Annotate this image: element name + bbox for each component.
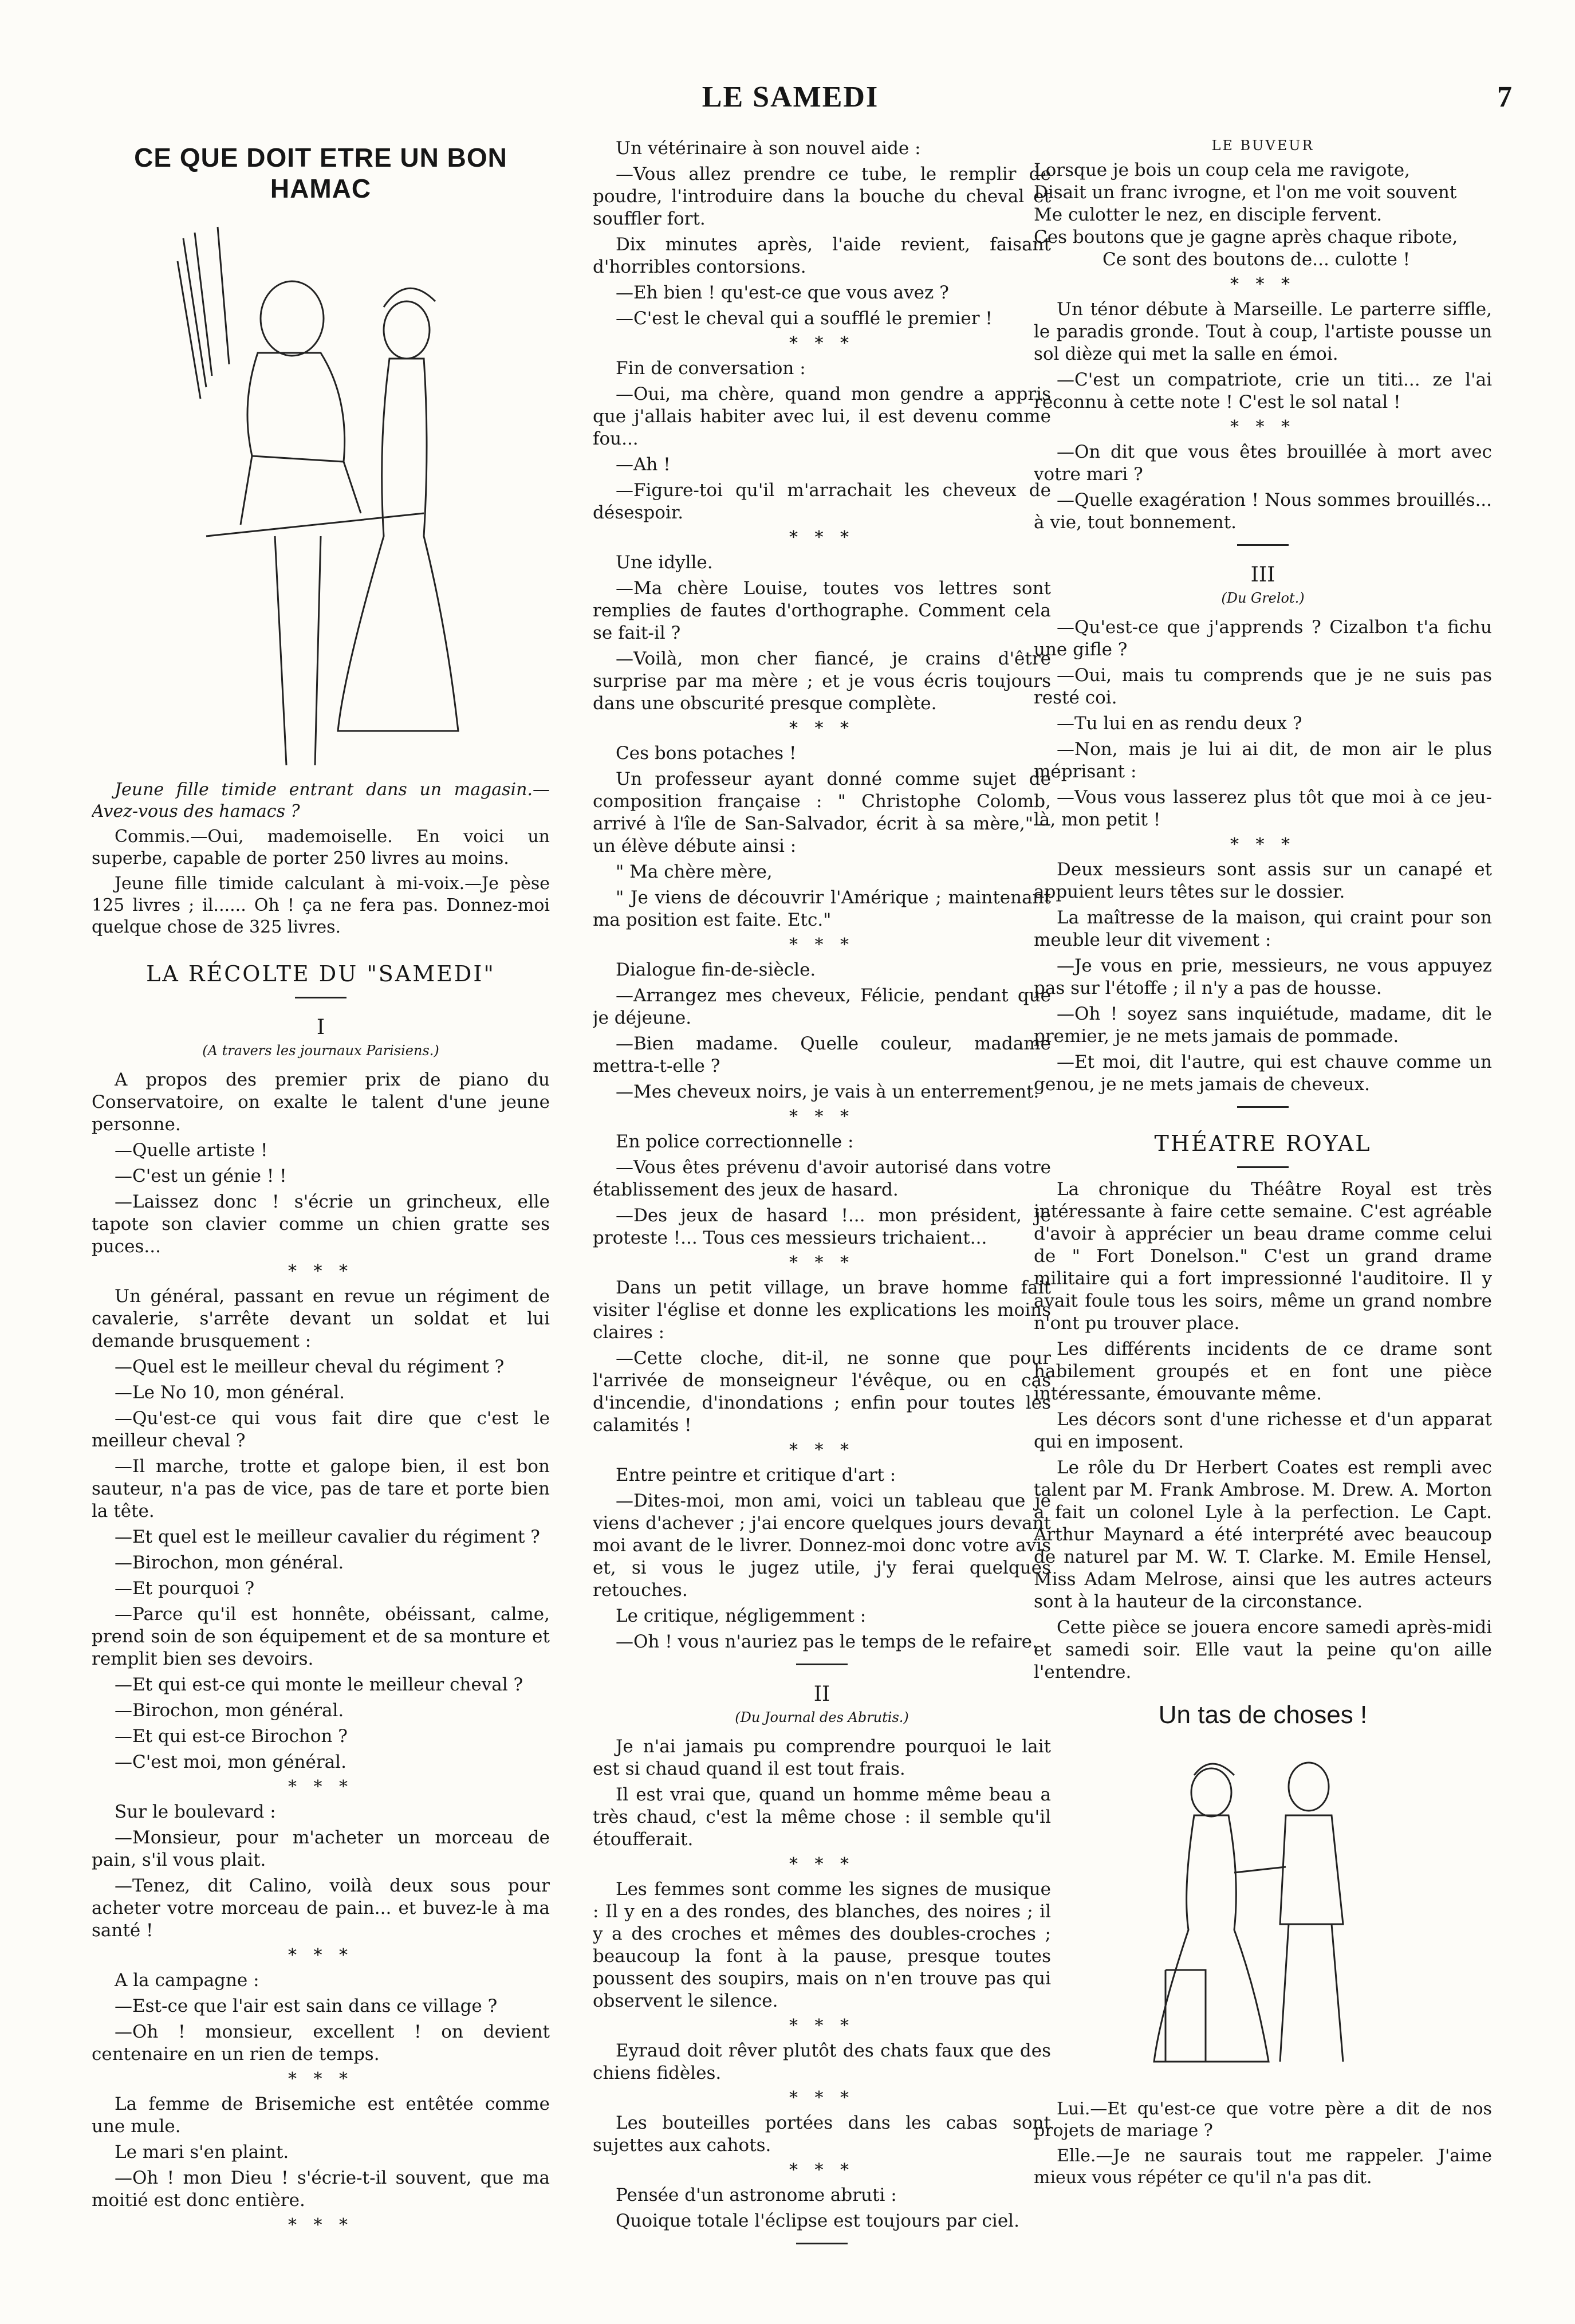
paragraph: —Dites-moi, mon ami, voici un tableau que je viens d'achever ; j'ai encore quelques jours devant moi avant de le livrer. Donnez-moi donc votre avis et, si vous le jugez utile, j'y ferai quelques retouches. — [593, 1491, 1051, 1601]
paragraph: —Cette cloche, dit-il, ne sonne que pour l'arrivée de monseigneur l'évêque, ou en cas d'incendie, d'inondations ; enfin pour toutes les calamités ! — [593, 1348, 1051, 1436]
separator: * * * — [789, 935, 855, 955]
poem-line: Me culotter le nez, en disciple fervent. — [1034, 205, 1383, 225]
paragraph: Dialogue fin-de-siècle. — [616, 960, 816, 980]
paragraph: —C'est un génie ! ! — [115, 1166, 287, 1186]
recolte-title: LA RÉCOLTE DU "SAMEDI" — [146, 961, 495, 986]
paragraph: —Oh ! soyez sans inquiétude, madame, dit le premier, je ne mets jamais de pommade. — [1034, 1004, 1492, 1047]
paragraph: —Birochon, mon général. — [115, 1700, 344, 1721]
paragraph: Eyraud doit rêver plutôt des chats faux que des chiens fidèles. — [593, 2040, 1051, 2083]
hamac-title: CE QUE DOIT ETRE UN BON HAMAC — [134, 143, 507, 203]
paragraph: —Voilà, mon cher fiancé, je crains d'être surprise par ma mère ; et je vous écris toujours dans une obscurité presque complète. — [593, 648, 1051, 714]
paragraph: Les bouteilles portées dans les cabas sont sujettes aux cahots. — [593, 2113, 1051, 2156]
paragraph: Quoique totale l'éclipse est toujours par ciel. — [616, 2211, 1019, 2231]
paragraph: —Est-ce que l'air est sain dans ce village ? — [115, 1996, 498, 2016]
hamac-illustration — [172, 215, 470, 765]
paragraph: —C'est un compatriote, crie un titi... ze l'ai reconnu à cette note ! C'est le sol natal ! — [1034, 369, 1492, 412]
separator: * * * — [1230, 274, 1296, 294]
caption-line: Elle.—Je ne saurais tout me rappeler. J'aime mieux vous répéter ce qu'il n'a pas dit. — [1034, 2146, 1492, 2188]
section-source: (A travers les journaux Parisiens.) — [202, 1043, 439, 1059]
paragraph: " Ma chère mère, — [616, 862, 773, 882]
caption-line: Jeune fille timide calculant à mi-voix.—Je pèse 125 livres ; il...... Oh ! ça ne fera pas. Donnez-moi quelque chose de 325 livres. — [92, 874, 550, 937]
paragraph: —Et moi, dit l'autre, qui est chauve comme un genou, je ne mets jamais de cheveux. — [1034, 1052, 1492, 1095]
paragraph: —Quelle exagération ! Nous sommes brouillés... à vie, tout bonnement. — [1034, 490, 1492, 533]
poem-line: Lorsque je bois un coup cela me ravigote, — [1034, 160, 1410, 180]
paragraph: —Vous vous lasserez plus tôt que moi à ce jeu-là, mon petit ! — [1034, 787, 1492, 830]
paragraph: —Et pourquoi ? — [115, 1578, 255, 1599]
separator: * * * — [789, 2088, 855, 2108]
separator: * * * — [789, 1854, 855, 1874]
paragraph: —C'est le cheval qui a soufflé le premier ! — [616, 308, 993, 329]
paragraph: —Laissez donc ! s'écrie un grincheux, elle tapote son clavier comme un chien gratte ses puces... — [92, 1192, 550, 1257]
paragraph: —Ma chère Louise, toutes vos lettres sont remplies de fautes d'orthographe. Comment cela se fait-il ? — [593, 578, 1051, 643]
separator: * * * — [789, 1107, 855, 1127]
paragraph: Entre peintre et critique d'art : — [616, 1465, 896, 1485]
paragraph: Les différents incidents de ce drame sont habilement groupés et en font une pièce intéressante, émouvante même. — [1034, 1339, 1492, 1404]
paragraph: Les décors sont d'une richesse et d'un apparat qui en imposent. — [1034, 1409, 1492, 1452]
column-2 — [593, 137, 1051, 2303]
caption-line: Commis.—Oui, mademoiselle. En voici un superbe, capable de porter 250 livres au moins. — [92, 827, 550, 868]
paragraph: —Arrangez mes cheveux, Félicie, pendant que je déjeune. — [593, 985, 1051, 1028]
paragraph: —Vous allez prendre ce tube, le remplir de poudre, l'introduire dans la bouche du cheval et souffler fort. — [593, 164, 1051, 229]
paragraph: Les femmes sont comme les signes de musique : Il y en a des rondes, des blanches, des noires ; il y a des croches et mêmes des doubles-croches ; beaucoup la font à la pause, presque toutes poussent des soupirs, mais on n'en trouve pas qui observent le silence. — [593, 1879, 1051, 2011]
paragraph: —Parce qu'il est honnête, obéissant, calme, prend soin de son équipement et de sa monture et remplit bien ses devoirs. — [92, 1604, 550, 1669]
tas-caption — [1034, 2098, 1492, 2189]
separator: * * * — [288, 1777, 354, 1797]
paragraph: —C'est moi, mon général. — [115, 1752, 346, 1772]
paragraph: Un professeur ayant donné comme sujet de composition française : " Christophe Colomb, arrivé à l'île de San-Salvador, écrit à sa mère,"— un élève débute ainsi : — [593, 769, 1051, 856]
separator: * * * — [288, 2069, 354, 2089]
separator: * * * — [789, 333, 855, 353]
paragraph: Un ténor débute à Marseille. Le parterre siffle, le paradis gronde. Tout à coup, l'artiste pousse un sol dièze qui met la salle en émoi. — [1034, 299, 1492, 364]
paragraph: —Je vous en prie, messieurs, ne vous appuyez pas sur l'étoffe ; il n'y a pas de housse. — [1034, 955, 1492, 998]
paragraph: —Bien madame. Quelle couleur, madame mettra-t-elle ? — [593, 1033, 1051, 1076]
separator: * * * — [789, 718, 855, 738]
paragraph: —Non, mais je lui ai dit, de mon air le plus méprisant : — [1034, 739, 1492, 782]
separator: * * * — [789, 2160, 855, 2180]
separator: * * * — [789, 528, 855, 548]
paragraph: —Le No 10, mon général. — [115, 1382, 345, 1403]
section-source: (Du Grelot.) — [1221, 590, 1305, 606]
separator: * * * — [1230, 417, 1296, 437]
paragraph: —Des jeux de hasard !... mon président, je proteste !... Tous ces messieurs trichaient... — [593, 1205, 1051, 1248]
paragraph: A propos des premier prix de piano du Conservatoire, on exalte le talent d'une jeune personne. — [92, 1069, 550, 1135]
paragraph: —On dit que vous êtes brouillée à mort avec votre mari ? — [1034, 442, 1492, 485]
paragraph: Un général, passant en revue un régiment de cavalerie, s'arrête devant un soldat et lui demande brusquement : — [92, 1286, 550, 1351]
paragraph: —Ah ! — [616, 454, 671, 475]
paragraph: La maîtresse de la maison, qui craint pour son meuble leur dit vivement : — [1034, 907, 1492, 950]
paragraph: —Monsieur, pour m'acheter un morceau de pain, s'il vous plait. — [92, 1827, 550, 1870]
paragraph: A la campagne : — [115, 1970, 259, 1991]
paragraph: Une idylle. — [616, 552, 713, 573]
newspaper-title: LE SAMEDI — [702, 81, 879, 113]
paragraph: —Birochon, mon général. — [115, 1552, 344, 1573]
tas-de-choses-title: Un tas de choses ! — [1158, 1701, 1368, 1729]
separator: * * * — [288, 2215, 354, 2235]
rule — [1237, 1106, 1289, 1108]
separator: * * * — [1230, 835, 1296, 855]
theatre-title: THÉATRE ROYAL — [1154, 1131, 1372, 1156]
paragraph: Il est vrai que, quand un homme même beau a très chaud, c'est la même chose : il semble qu'il étoufferait. — [593, 1784, 1051, 1850]
paragraph: —Il marche, trotte et galope bien, il est bon sauteur, n'a pas de vice, pas de tare et porte bien la tête. — [92, 1456, 550, 1521]
buveur-poem — [1034, 159, 1492, 271]
paragraph: Deux messieurs sont assis sur un canapé et appuient leurs têtes sur le dossier. — [1034, 859, 1492, 902]
poem-line: Disait un franc ivrogne, et l'on me voit souvent — [1034, 182, 1457, 203]
paragraph: —Quelle artiste ! — [115, 1140, 268, 1161]
column-3 — [1034, 137, 1492, 2303]
paragraph: Fin de conversation : — [616, 358, 806, 379]
paragraph: Cette pièce se jouera encore samedi après-midi et samedi soir. Elle vaut la peine qu'on aille l'entendre. — [1034, 1617, 1492, 1682]
paragraph: —Oui, ma chère, quand mon gendre a appris que j'allais habiter avec lui, il est devenu comme fou... — [593, 384, 1051, 449]
page-number: 7 — [1497, 81, 1512, 113]
rule — [796, 2243, 848, 2244]
paragraph: La chronique du Théâtre Royal est très intéressante à faire cette semaine. C'est agréable d'avoir à apprécier un beau drame comme celui de " Fort Donelson." C'est un grand drame militaire qui a fort impressionné l'auditoire. Il y avait foule tous les soirs, même un grand nombre n'ont pu trouver place. — [1034, 1179, 1492, 1334]
paragraph: Dix minutes après, l'aide revient, faisant d'horribles contorsions. — [593, 234, 1051, 277]
paragraph: Le mari s'en plaint. — [115, 2142, 289, 2162]
paragraph: —Mes cheveux noirs, je vais à un enterrement. — [616, 1082, 1040, 1102]
paragraph: —Figure-toi qu'il m'arrachait les cheveux de désespoir. — [593, 480, 1051, 523]
paragraph: Dans un petit village, un brave homme fait visiter l'église et donne les explications les moins claires : — [593, 1277, 1051, 1343]
paragraph: —Quel est le meilleur cheval du régiment ? — [115, 1356, 505, 1377]
paragraph: " Je viens de découvrir l'Amérique ; maintenant ma position est faite. Etc." — [593, 887, 1051, 930]
rule — [1237, 1166, 1289, 1168]
paragraph: En police correctionnelle : — [616, 1131, 854, 1152]
separator: * * * — [789, 1253, 855, 1273]
section-source: (Du Journal des Abrutis.) — [735, 1709, 909, 1725]
paragraph: —Qu'est-ce qui vous fait dire que c'est le meilleur cheval ? — [92, 1408, 550, 1451]
paragraph: Le critique, négligemment : — [616, 1606, 867, 1626]
poem-line: Ce sont des boutons de... culotte ! — [1102, 249, 1411, 270]
separator: * * * — [789, 1440, 855, 1460]
rule — [1237, 544, 1289, 546]
separator: * * * — [789, 2016, 855, 2036]
paragraph: —Et quel est le meilleur cavalier du régiment ? — [115, 1527, 540, 1547]
separator: * * * — [288, 1261, 354, 1281]
paragraph: Le rôle du Dr Herbert Coates est rempli avec talent par M. Frank Ambrose. M. Drew. A. Morton a fait un colonel Lyle à la perfection. Le Capt. Arthur Maynard a été interprété avec beaucoup de naturel par M. W. T. Clarke. M. Emile Hensel, Miss Adam Melrose, ainsi que les autres acteurs sont à la hauteur de la circonstance. — [1034, 1457, 1492, 1612]
caption-line: Lui.—Et qu'est-ce que votre père a dit de nos projets de mariage ? — [1034, 2099, 1492, 2141]
rule — [796, 1664, 848, 1665]
paragraph: —Oh ! mon Dieu ! s'écrie-t-il souvent, que ma moitié est donc entière. — [92, 2168, 550, 2211]
hamac-caption — [92, 779, 550, 938]
paragraph: —Et qui est-ce qui monte le meilleur cheval ? — [115, 1674, 523, 1695]
section-number: I — [316, 1016, 325, 1039]
paragraph: Ces bons potaches ! — [616, 743, 797, 764]
section-number: III — [1250, 563, 1275, 587]
masthead — [69, 80, 1512, 126]
buveur-title: LE BUVEUR — [1211, 137, 1314, 154]
paragraph: Sur le boulevard : — [115, 1802, 276, 1822]
rule — [295, 997, 346, 998]
paragraph: —Et qui est-ce Birochon ? — [115, 1726, 348, 1747]
couple-illustration — [1143, 1741, 1383, 2085]
paragraph: La femme de Brisemiche est entêtée comme une mule. — [92, 2094, 550, 2137]
paragraph: —Tenez, dit Calino, voilà deux sous pour acheter votre morceau de pain... et buvez-le à ma santé ! — [92, 1875, 550, 1941]
separator: * * * — [288, 1945, 354, 1965]
poem-line: Ces boutons que je gagne après chaque ribote, — [1034, 227, 1458, 247]
paragraph: —Qu'est-ce que j'apprends ? Cizalbon t'a fichu une gifle ? — [1034, 617, 1492, 660]
paragraph: —Oui, mais tu comprends que je ne suis pas resté coi. — [1034, 665, 1492, 708]
paragraph: Pensée d'un astronome abruti : — [616, 2185, 897, 2205]
paragraph: —Tu lui en as rendu deux ? — [1057, 713, 1302, 734]
paragraph: —Oh ! monsieur, excellent ! on devient centenaire en un rien de temps. — [92, 2022, 550, 2065]
section-number: II — [813, 1682, 830, 1706]
column-1 — [92, 137, 550, 2303]
paragraph: —Oh ! vous n'auriez pas le temps de le refaire. — [616, 1631, 1038, 1652]
paragraph: —Eh bien ! qu'est-ce que vous avez ? — [616, 282, 949, 303]
paragraph: Je n'ai jamais pu comprendre pourquoi le lait est si chaud quand il est tout frais. — [593, 1736, 1051, 1779]
caption-line: Jeune fille timide entrant dans un magasin.— Avez-vous des hamacs ? — [92, 780, 550, 821]
paragraph: —Vous êtes prévenu d'avoir autorisé dans votre établissement des jeux de hasard. — [593, 1157, 1051, 1200]
paragraph: Un vétérinaire à son nouvel aide : — [616, 138, 921, 159]
